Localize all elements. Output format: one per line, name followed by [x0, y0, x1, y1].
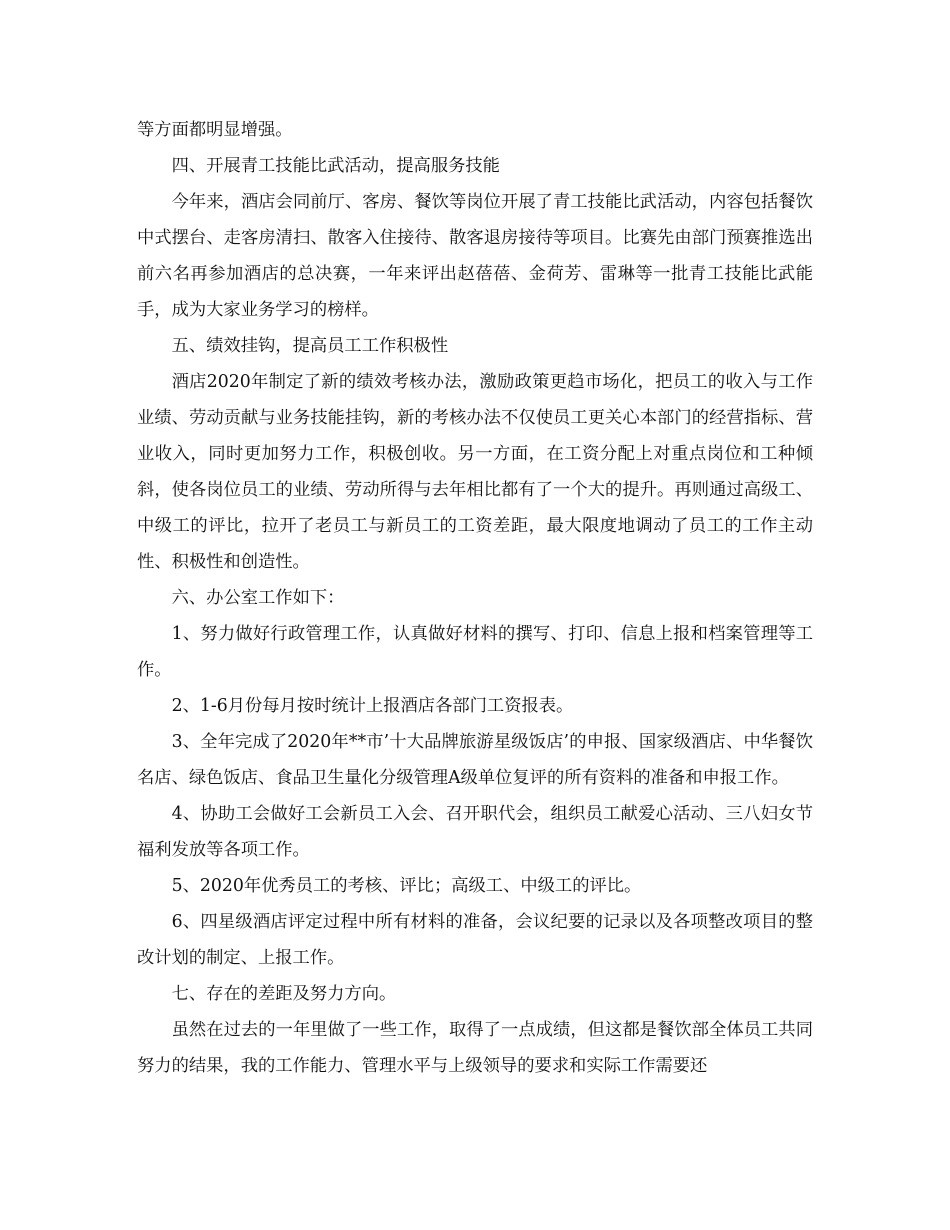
list-item-5: 5、2020年优秀员工的考核、评比；高级工、中级工的评比。	[171, 876, 642, 896]
section-heading-7: 七、存在的差距及努力方向。	[171, 984, 397, 1004]
document-body	[137, 112, 813, 1084]
section-heading-6: 六、办公室工作如下：	[171, 588, 345, 608]
paragraph-continuation: 等方面都明显增强。	[137, 120, 293, 140]
section-heading-5: 五、绩效挂钩，提高员工工作积极性	[171, 336, 449, 356]
list-item-4: 4、协助工会做好工会新员工入会、召开职代会，组织员工献爱心活动、三八妇女节福利发放等各项工作。	[137, 804, 813, 860]
paragraph-performance: 酒店2020年制定了新的绩效考核办法，激励政策更趋市场化，把员工的收入与工作业绩、劳动贡献与业务技能挂钩，新的考核办法不仅使员工更关心本部门的经营指标、营业收入，同时更加努力工作，积极创收。另一方面，在工资分配上对重点岗位和工种倾斜，使各岗位员工的业绩、劳动所得与去年相比都有了一个大的提升。再则通过高级工、中级工的评比，拉开了老员工与新员工的工资差距，最大限度地调动了员工的工作主动性、积极性和创造性。	[137, 372, 813, 572]
list-item-2: 2、1-6月份每月按时统计上报酒店各部门工资报表。	[171, 696, 574, 716]
list-item-6: 6、四星级酒店评定过程中所有材料的准备，会议纪要的记录以及各项整改项目的整改计划的制定、上报工作。	[137, 912, 813, 968]
paragraph-skills-competition: 今年来，酒店会同前厅、客房、餐饮等岗位开展了青工技能比武活动，内容包括餐饮中式摆台、走客房清扫、散客入住接待、散客退房接待等项目。比赛先由部门预赛推选出前六名再参加酒店的总决赛，一年来评出赵蓓蓓、金荷芳、雷琳等一批青工技能比武能手，成为大家业务学习的榜样。	[137, 192, 813, 320]
list-item-3: 3、全年完成了2020年**市’十大品牌旅游星级饭店’的申报、国家级酒店、中华餐饮名店、绿色饭店、食品卫生量化分级管理A级单位复评的所有资料的准备和申报工作。	[137, 732, 813, 788]
list-item-1: 1、努力做好行政管理工作，认真做好材料的撰写、打印、信息上报和档案管理等工作。	[137, 624, 813, 680]
section-heading-4: 四、开展青工技能比武活动，提高服务技能	[171, 156, 500, 176]
paragraph-gaps: 虽然在过去的一年里做了一些工作，取得了一点成绩，但这都是餐饮部全体员工共同努力的结果，我的工作能力、管理水平与上级领导的要求和实际工作需要还	[137, 1020, 813, 1076]
